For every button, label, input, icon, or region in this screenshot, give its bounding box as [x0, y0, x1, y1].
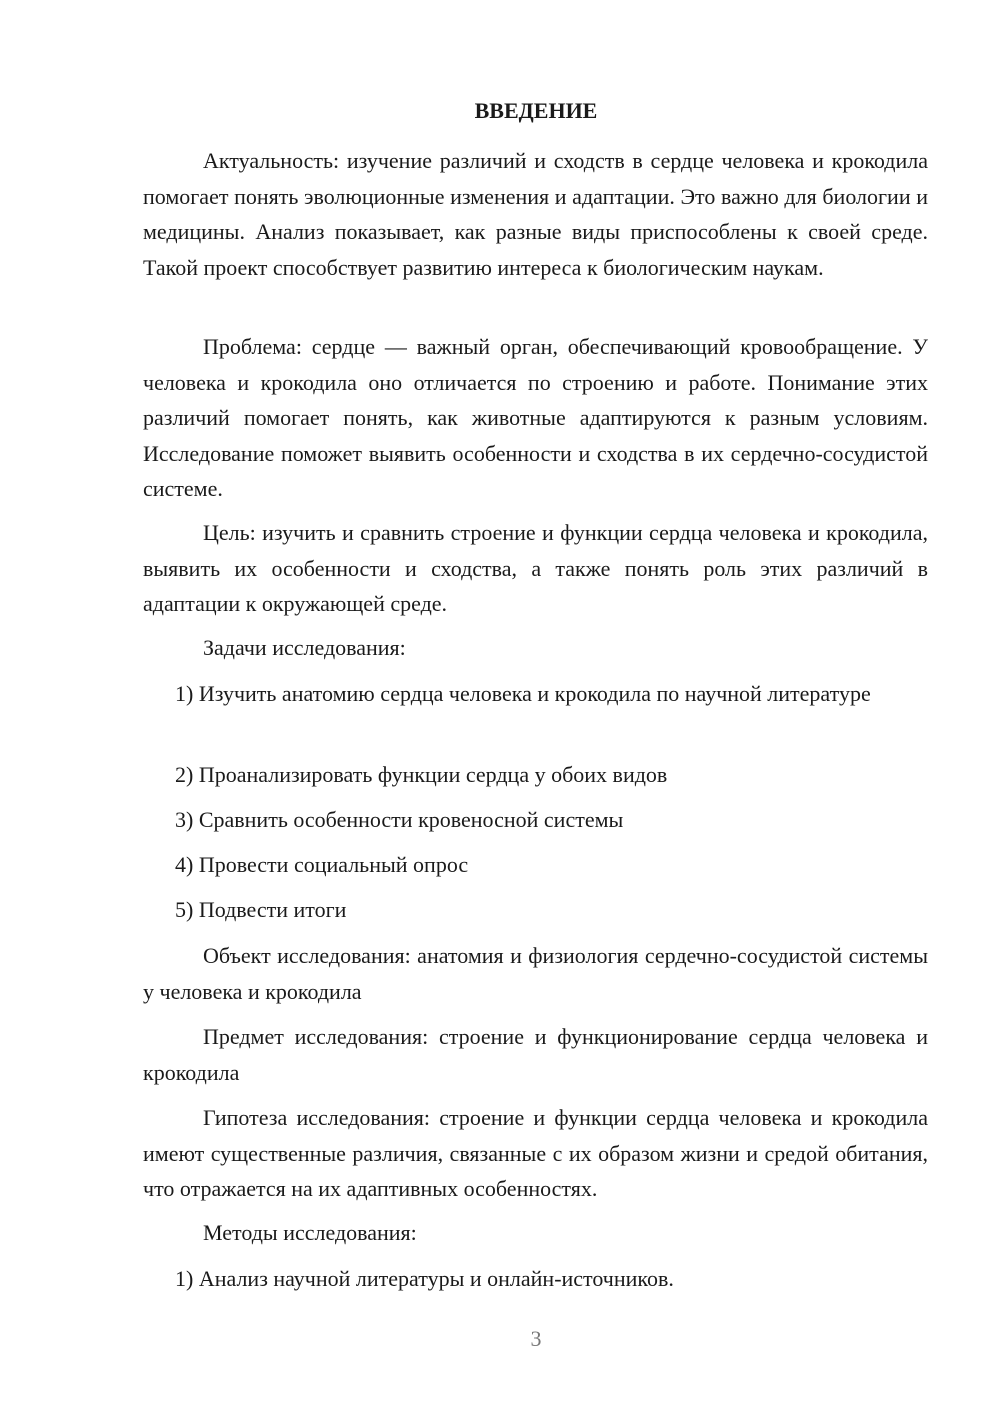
task-item-1: 1) Изучить анатомию сердца человека и крокодила по научной литературе [175, 681, 871, 706]
object-paragraph: Объект исследования: анатомия и физиология сердечно-сосудистой системы у человека и крокодила [143, 943, 928, 1004]
task-item-4: 4) Провести социальный опрос [175, 852, 469, 877]
tasks-heading: Задачи исследования: [203, 635, 406, 660]
page-title: ВВЕДЕНИЕ [474, 98, 598, 123]
task-item-3: 3) Сравнить особенности кровеносной системы [175, 807, 624, 832]
hypothesis-paragraph: Гипотеза исследования: строение и функции сердца человека и крокодила имеют существенные различия, связанные с их образом жизни и средой обитания, что отражается на их адаптивных особенностях. [143, 1105, 928, 1201]
page-number: 3 [530, 1326, 542, 1351]
problem-paragraph: Проблема: сердце — важный орган, обеспечивающий кровообращение. У человека и крокодила оно отличается по строению и работе. Понимание этих различий помогает понять, как животные адаптируются к разным условиям. Исследование поможет выявить особенности и сходства в их сердечно-сосудистой системе. [143, 334, 928, 501]
methods-heading: Методы исследования: [203, 1220, 417, 1245]
relevance-paragraph: Актуальность: изучение различий и сходств в сердце человека и крокодила помогает понять эволюционные изменения и адаптации. Это важно для биологии и медицины. Анализ показывает, как разные виды приспособлены к своей среде. Такой проект способствует развитию интереса к биологическим наукам. [143, 148, 928, 280]
method-item-1: 1) Анализ научной литературы и онлайн-источников. [175, 1266, 674, 1291]
task-item-2: 2) Проанализировать функции сердца у обоих видов [175, 762, 668, 787]
subject-paragraph: Предмет исследования: строение и функционирование сердца человека и крокодила [143, 1024, 928, 1085]
task-item-5: 5) Подвести итоги [175, 897, 347, 922]
goal-paragraph: Цель: изучить и сравнить строение и функции сердца человека и крокодила, выявить их особенности и сходства, а также понять роль этих различий в адаптации к окружающей среде. [143, 520, 928, 616]
